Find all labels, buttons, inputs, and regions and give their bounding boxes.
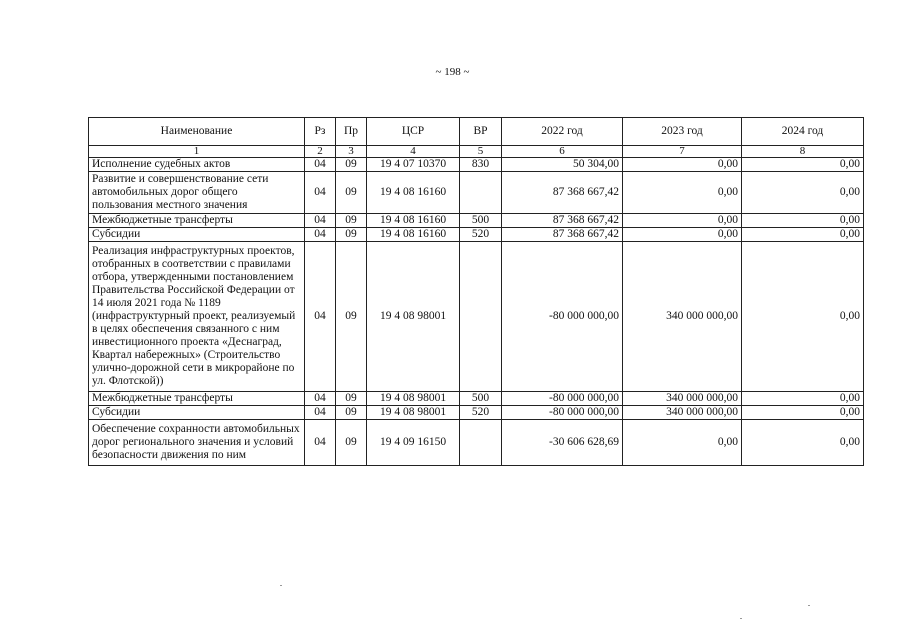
- row-pr: 09: [336, 158, 367, 172]
- header-name: Наименование: [89, 118, 305, 146]
- row-rz: 04: [305, 420, 336, 466]
- budget-table: [88, 117, 864, 466]
- row-name: Развитие и совершенствование сети автомобильных дорог общего пользования местного значения: [89, 172, 305, 214]
- row-rz: 04: [305, 392, 336, 406]
- row-2024: 0,00: [742, 214, 864, 228]
- index-cell: 2: [305, 146, 336, 158]
- row-2022: -80 000 000,00: [502, 392, 623, 406]
- table-row: [89, 172, 864, 214]
- scan-speck: [740, 618, 742, 619]
- row-2022: -80 000 000,00: [502, 406, 623, 420]
- row-2023: 0,00: [623, 228, 742, 242]
- table-row: [89, 214, 864, 228]
- row-2022: 87 368 667,42: [502, 172, 623, 214]
- table-row: [89, 406, 864, 420]
- row-pr: 09: [336, 406, 367, 420]
- row-2023: 340 000 000,00: [623, 406, 742, 420]
- index-cell: 5: [460, 146, 502, 158]
- row-rz: 04: [305, 158, 336, 172]
- row-name: Реализация инфраструктурных проектов, отобранных в соответствии с правилами отбора, утвержденными постановлением Правительства Российской Федерации от 14 июля 2021 года № 1189 (инфраструктурный проект, реализуемый в целях обеспечения связанного с ним инвестиционного проекта «Деснаград, Квартал набережных» (Строительство улично-дорожной сети в микрорайоне по ул. Флотской)): [89, 242, 305, 392]
- row-rz: 04: [305, 172, 336, 214]
- row-2023: 340 000 000,00: [623, 392, 742, 406]
- header-vr: ВР: [460, 118, 502, 146]
- row-csr: 19 4 08 98001: [367, 242, 460, 392]
- row-vr: [460, 172, 502, 214]
- row-pr: 09: [336, 172, 367, 214]
- row-2022: 87 368 667,42: [502, 228, 623, 242]
- row-2023: 340 000 000,00: [623, 242, 742, 392]
- index-cell: 7: [623, 146, 742, 158]
- header-2022: 2022 год: [502, 118, 623, 146]
- row-rz: 04: [305, 214, 336, 228]
- table-row: [89, 158, 864, 172]
- row-2024: 0,00: [742, 392, 864, 406]
- header-row: [89, 118, 864, 146]
- index-cell: 4: [367, 146, 460, 158]
- table-row: [89, 242, 864, 392]
- row-2022: -30 606 628,69: [502, 420, 623, 466]
- index-cell: 8: [742, 146, 864, 158]
- header-2024: 2024 год: [742, 118, 864, 146]
- row-pr: 09: [336, 228, 367, 242]
- header-2023: 2023 год: [623, 118, 742, 146]
- table-row: [89, 228, 864, 242]
- row-2022: 87 368 667,42: [502, 214, 623, 228]
- row-vr: 520: [460, 406, 502, 420]
- row-2024: 0,00: [742, 228, 864, 242]
- row-vr: 500: [460, 214, 502, 228]
- column-index-row: [89, 146, 864, 158]
- scan-speck: [280, 585, 282, 586]
- row-csr: 19 4 08 98001: [367, 406, 460, 420]
- row-name: Субсидии: [89, 406, 305, 420]
- row-name: Субсидии: [89, 228, 305, 242]
- row-csr: 19 4 09 16150: [367, 420, 460, 466]
- row-2023: 0,00: [623, 420, 742, 466]
- row-csr: 19 4 07 10370: [367, 158, 460, 172]
- header-csr: ЦСР: [367, 118, 460, 146]
- row-pr: 09: [336, 242, 367, 392]
- row-csr: 19 4 08 98001: [367, 392, 460, 406]
- row-2022: -80 000 000,00: [502, 242, 623, 392]
- table-row: [89, 420, 864, 466]
- index-cell: 1: [89, 146, 305, 158]
- row-2023: 0,00: [623, 214, 742, 228]
- row-pr: 09: [336, 214, 367, 228]
- row-vr: 830: [460, 158, 502, 172]
- row-2024: 0,00: [742, 420, 864, 466]
- row-2024: 0,00: [742, 172, 864, 214]
- row-name: Межбюджетные трансферты: [89, 214, 305, 228]
- row-name: Межбюджетные трансферты: [89, 392, 305, 406]
- row-pr: 09: [336, 392, 367, 406]
- row-vr: [460, 242, 502, 392]
- row-2024: 0,00: [742, 242, 864, 392]
- scan-speck: [808, 605, 810, 606]
- row-vr: [460, 420, 502, 466]
- row-2024: 0,00: [742, 406, 864, 420]
- row-pr: 09: [336, 420, 367, 466]
- index-cell: 3: [336, 146, 367, 158]
- row-2023: 0,00: [623, 158, 742, 172]
- index-cell: 6: [502, 146, 623, 158]
- page-number: ~ 198 ~: [435, 66, 470, 78]
- header-pr: Пр: [336, 118, 367, 146]
- header-rz: Рз: [305, 118, 336, 146]
- row-2023: 0,00: [623, 172, 742, 214]
- row-csr: 19 4 08 16160: [367, 228, 460, 242]
- row-name: Исполнение судебных актов: [89, 158, 305, 172]
- table-row: [89, 392, 864, 406]
- row-rz: 04: [305, 406, 336, 420]
- row-rz: 04: [305, 228, 336, 242]
- row-2024: 0,00: [742, 158, 864, 172]
- row-name: Обеспечение сохранности автомобильных дорог регионального значения и условий безопасности движения по ним: [89, 420, 305, 466]
- row-csr: 19 4 08 16160: [367, 172, 460, 214]
- row-vr: 500: [460, 392, 502, 406]
- row-vr: 520: [460, 228, 502, 242]
- row-2022: 50 304,00: [502, 158, 623, 172]
- row-csr: 19 4 08 16160: [367, 214, 460, 228]
- row-rz: 04: [305, 242, 336, 392]
